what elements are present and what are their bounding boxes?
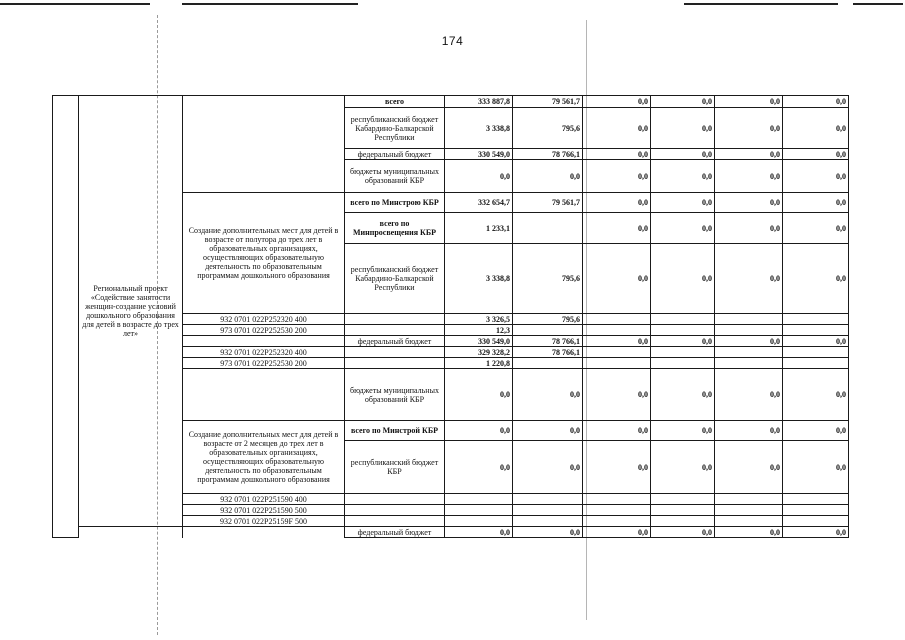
empty-code [183,336,345,347]
table-row [53,96,849,108]
value-cell: 0,0 [583,244,651,314]
value-cell [583,314,651,325]
empty-source [345,325,445,336]
value-cell: 0,0 [583,527,651,538]
value-cell: 79 561,7 [513,96,583,108]
funding-source: федеральный бюджет [345,527,445,538]
value-cell: 0,0 [651,336,715,347]
value-cell: 1 233,1 [445,213,513,244]
value-cell: 0,0 [583,149,651,160]
value-cell: 78 766,1 [513,149,583,160]
budget-code: 932 0701 022P251590 400 [183,494,345,505]
value-cell: 0,0 [783,441,849,494]
value-cell: 0,0 [651,369,715,421]
empty-source [345,505,445,516]
value-cell [715,325,783,336]
value-cell: 0,0 [715,108,783,149]
budget-table [52,95,849,538]
budget-code: 932 0701 022P252320 400 [183,314,345,325]
value-cell [783,494,849,505]
funding-source: всего по Минпросвещения КБР [345,213,445,244]
value-cell: 3 338,8 [445,244,513,314]
value-cell: 0,0 [583,193,651,213]
value-cell: 795,6 [513,108,583,149]
value-cell [513,494,583,505]
value-cell [715,516,783,527]
value-cell: 795,6 [513,314,583,325]
blank-column [53,96,79,538]
value-cell [651,358,715,369]
value-cell: 0,0 [513,160,583,193]
value-cell: 0,0 [651,193,715,213]
value-cell: 3 338,8 [445,108,513,149]
value-cell: 0,0 [583,96,651,108]
value-cell: 0,0 [715,244,783,314]
value-cell [651,314,715,325]
value-cell: 0,0 [583,369,651,421]
value-cell: 0,0 [651,160,715,193]
value-cell [583,347,651,358]
budget-code: 932 0701 022P25159F 500 [183,516,345,527]
funding-source: федеральный бюджет [345,149,445,160]
value-cell: 0,0 [715,96,783,108]
value-cell: 0,0 [445,441,513,494]
value-cell [715,314,783,325]
table-row [53,527,849,538]
value-cell: 0,0 [783,336,849,347]
value-cell [445,516,513,527]
value-cell [513,358,583,369]
value-cell: 0,0 [783,369,849,421]
empty-source [345,347,445,358]
value-cell: 0,0 [445,160,513,193]
value-cell: 0,0 [583,441,651,494]
value-cell [783,347,849,358]
value-cell [783,314,849,325]
value-cell: 0,0 [513,421,583,441]
funding-source: всего [345,96,445,108]
empty-code [183,527,345,538]
value-cell [513,213,583,244]
value-cell: 329 328,2 [445,347,513,358]
value-cell: 330 549,0 [445,149,513,160]
budget-code: 932 0701 022P251590 500 [183,505,345,516]
value-cell [783,505,849,516]
page-number: 174 [441,34,464,48]
value-cell: 0,0 [651,244,715,314]
empty-source [345,494,445,505]
value-cell [715,347,783,358]
value-cell [783,325,849,336]
top-rule-left [0,3,150,5]
value-cell: 0,0 [583,160,651,193]
value-cell: 0,0 [715,160,783,193]
value-cell: 0,0 [513,527,583,538]
value-cell [445,494,513,505]
value-cell [651,494,715,505]
value-cell: 0,0 [715,193,783,213]
value-cell: 0,0 [715,369,783,421]
value-cell: 0,0 [445,527,513,538]
value-cell: 0,0 [715,421,783,441]
value-cell: 12,3 [445,325,513,336]
top-rule-mid [182,3,358,5]
value-cell: 0,0 [583,108,651,149]
value-cell: 0,0 [445,421,513,441]
funding-source: всего по Минстрой КБР [345,421,445,441]
value-cell: 0,0 [651,441,715,494]
value-cell [783,516,849,527]
value-cell: 0,0 [783,149,849,160]
funding-source: всего по Минстрою КБР [345,193,445,213]
empty-source [345,358,445,369]
project-name-cell: Региональный проект «Содействие занятости женщин-создание условий дошкольного образования для детей в возрасте до трех лет» [79,96,183,527]
value-cell: 0,0 [783,96,849,108]
value-cell: 0,0 [715,441,783,494]
funding-source: республиканский бюджет Кабардино-Балкарской Республики [345,244,445,314]
measure-1-cell: Создание дополнительных мест для детей в возрасте от полутора до трех лет в образовательных организациях, осуществляющих образовательную деятельность по образовательным программам дошкольного образования [183,193,345,314]
funding-source: республиканский бюджет КБР [345,441,445,494]
value-cell: 79 561,7 [513,193,583,213]
value-cell [651,516,715,527]
value-cell [513,505,583,516]
empty-source [345,314,445,325]
value-cell [513,325,583,336]
value-cell: 0,0 [715,336,783,347]
value-cell [715,494,783,505]
value-cell: 0,0 [783,108,849,149]
empty-code [183,369,345,421]
value-cell: 0,0 [651,421,715,441]
funding-source: бюджеты муниципальных образований КБР [345,369,445,421]
funding-source: республиканский бюджет Кабардино-Балкарской Республики [345,108,445,149]
value-cell: 0,0 [715,149,783,160]
value-cell [445,505,513,516]
value-cell: 0,0 [583,336,651,347]
empty-project [79,527,183,538]
funding-source: федеральный бюджет [345,336,445,347]
value-cell: 0,0 [445,369,513,421]
value-cell [583,494,651,505]
value-cell: 332 654,7 [445,193,513,213]
value-cell: 0,0 [513,441,583,494]
value-cell: 0,0 [651,96,715,108]
value-cell: 0,0 [783,527,849,538]
top-rule-right [684,3,838,5]
value-cell: 330 549,0 [445,336,513,347]
value-cell [513,516,583,527]
value-cell: 0,0 [783,213,849,244]
value-cell [651,347,715,358]
value-cell: 0,0 [783,244,849,314]
value-cell [583,325,651,336]
value-cell [715,505,783,516]
value-cell [651,325,715,336]
value-cell: 0,0 [583,213,651,244]
funding-source: бюджеты муниципальных образований КБР [345,160,445,193]
value-cell: 0,0 [783,193,849,213]
budget-code: 932 0701 022P252320 400 [183,347,345,358]
value-cell: 1 220,8 [445,358,513,369]
value-cell: 78 766,1 [513,347,583,358]
value-cell: 78 766,1 [513,336,583,347]
value-cell: 0,0 [715,213,783,244]
budget-code: 973 0701 022P252530 200 [183,325,345,336]
value-cell [783,358,849,369]
value-cell [583,358,651,369]
value-cell: 0,0 [651,213,715,244]
value-cell [715,358,783,369]
value-cell [583,516,651,527]
budget-code: 973 0701 022P252530 200 [183,358,345,369]
value-cell: 0,0 [651,527,715,538]
value-cell: 0,0 [783,160,849,193]
value-cell: 0,0 [783,421,849,441]
empty-source [345,516,445,527]
value-cell: 795,6 [513,244,583,314]
value-cell: 0,0 [651,149,715,160]
value-cell: 0,0 [715,527,783,538]
measure-2-cell: Создание дополнительных мест для детей в возрасте от 2 месяцев до трех лет в образовательных организациях, осуществляющих образовательную деятельность по образовательным программам дошкольного образования [183,421,345,494]
value-cell: 0,0 [651,108,715,149]
empty-measure-cell [183,96,345,193]
value-cell: 0,0 [513,369,583,421]
value-cell [651,505,715,516]
value-cell: 333 887,8 [445,96,513,108]
value-cell: 0,0 [583,421,651,441]
top-rule-far-right [853,3,903,5]
value-cell [583,505,651,516]
value-cell: 3 326,5 [445,314,513,325]
